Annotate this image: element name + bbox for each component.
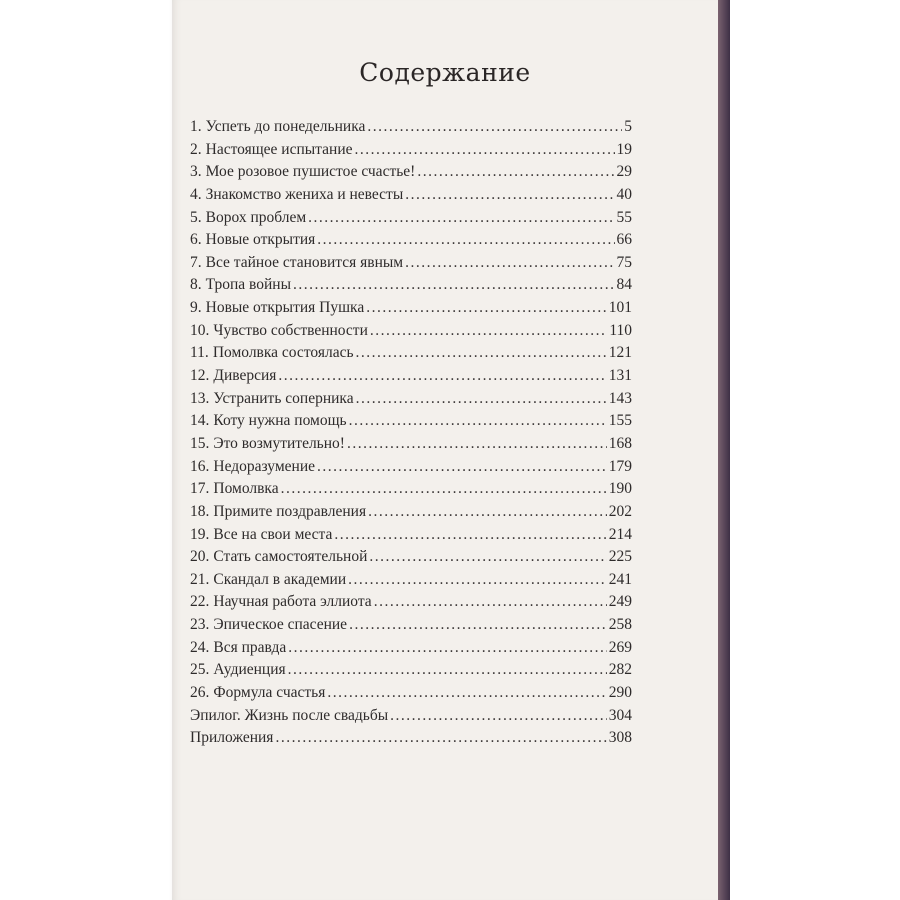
toc-entry-page-number: 143	[608, 389, 632, 407]
background-left	[0, 0, 180, 900]
toc-entry-title: Все на свои места	[213, 525, 333, 543]
toc-entry	[190, 548, 632, 571]
dot-leader	[347, 435, 607, 453]
toc-entry-number: 11.	[190, 344, 209, 362]
toc-entry	[190, 458, 632, 481]
book-cover-edge	[718, 0, 730, 900]
toc-entry-page-number: 5	[624, 118, 632, 135]
toc-entry-title: Чувство собственности	[213, 321, 368, 339]
dot-leader	[367, 118, 622, 136]
dot-leader	[355, 141, 615, 159]
dot-leader	[349, 616, 607, 634]
toc-entry	[190, 707, 632, 730]
toc-entry	[190, 503, 632, 526]
toc-entry-page-number: 155	[608, 412, 632, 430]
toc-entry-page-number: 84	[616, 276, 632, 294]
toc-entry-number: 20.	[190, 548, 210, 566]
toc-entry-number: 3.	[190, 163, 202, 181]
toc-entry-title: Аудиенция	[213, 661, 286, 679]
toc-entry-page-number: 269	[608, 638, 632, 656]
toc-entry	[190, 118, 632, 141]
toc-entry-number: 4.	[190, 185, 202, 203]
dot-leader	[288, 639, 607, 657]
toc-entry	[190, 684, 632, 707]
dot-leader	[317, 458, 607, 476]
toc-entry-title: Настоящее испытание	[205, 140, 353, 158]
toc-entry	[190, 344, 632, 367]
toc-entry-title: Новые открытия Пушка	[205, 299, 365, 317]
toc-entry-page-number: 29	[616, 163, 632, 181]
toc-entry	[190, 571, 632, 594]
dot-leader	[405, 186, 614, 204]
toc-entry-number: 13.	[190, 389, 210, 407]
dot-leader	[281, 480, 607, 498]
toc-entry-title: Стать самостоятельной	[213, 548, 368, 566]
toc-entry-number: 6.	[190, 231, 202, 249]
toc-entry-page-number: 258	[608, 616, 632, 634]
toc-entry-title: Ворох проблем	[205, 208, 307, 226]
toc-entry	[190, 367, 632, 390]
toc-entry	[190, 639, 632, 662]
toc-entry-number: 7.	[190, 253, 202, 271]
toc-entry-title: Мое розовое пушистое счастье!	[205, 163, 416, 181]
toc-entry-page-number: 214	[608, 525, 632, 543]
dot-leader	[293, 276, 614, 294]
background-right	[730, 0, 900, 900]
toc-entry	[190, 729, 632, 752]
toc-entry-number: 17.	[190, 480, 210, 498]
table-of-contents	[190, 118, 632, 752]
dot-leader	[374, 593, 607, 611]
toc-entry-page-number: 190	[608, 480, 632, 498]
toc-entry-page-number: 225	[608, 548, 632, 566]
toc-entry-title: Новые открытия	[205, 231, 316, 249]
dot-leader	[327, 684, 606, 702]
toc-entry-number: 15.	[190, 434, 210, 452]
toc-entry-title: Помолвка состоялась	[212, 344, 354, 362]
toc-entry-page-number: 179	[608, 457, 632, 475]
toc-entry-page-number: 110	[609, 321, 632, 339]
toc-entry-number: 5.	[190, 208, 202, 226]
toc-entry-number: 1.	[190, 118, 202, 135]
dot-leader	[356, 390, 607, 408]
dot-leader	[349, 412, 607, 430]
toc-entry-title: Помолвка	[213, 480, 279, 498]
toc-entry-number: 18.	[190, 502, 210, 520]
toc-entry	[190, 209, 632, 232]
dot-leader	[348, 571, 607, 589]
toc-entry-page-number: 168	[608, 434, 632, 452]
toc-entry	[190, 141, 632, 164]
toc-entry	[190, 480, 632, 503]
toc-entry-page-number: 290	[608, 684, 632, 702]
toc-entry-page-number: 131	[608, 367, 632, 385]
toc-entry	[190, 276, 632, 299]
toc-entry	[190, 593, 632, 616]
toc-entry-page-number: 101	[608, 299, 632, 317]
toc-entry-number: 10.	[190, 321, 210, 339]
toc-entry-title: Скандал в академии	[213, 570, 347, 588]
toc-entry-number: 26.	[190, 684, 210, 702]
toc-entry-title: Успеть до понедельника	[205, 118, 366, 135]
dot-leader	[370, 322, 607, 340]
dot-leader	[369, 548, 606, 566]
dot-leader	[278, 367, 606, 385]
toc-entry	[190, 390, 632, 413]
toc-entry-title: Все тайное становится явным	[205, 253, 404, 271]
toc-entry-page-number: 121	[608, 344, 632, 362]
toc-entry-page-number: 249	[608, 593, 632, 611]
toc-entry-page-number: 66	[616, 231, 632, 249]
toc-entry-title: Недоразумение	[213, 457, 316, 475]
toc-entry	[190, 435, 632, 458]
toc-entry	[190, 616, 632, 639]
toc-entry	[190, 163, 632, 186]
dot-leader	[417, 163, 614, 181]
toc-entry-title: Коту нужна помощь	[213, 412, 347, 430]
toc-entry	[190, 322, 632, 345]
toc-entry-number: 23.	[190, 616, 210, 634]
toc-entry-title: Тропа войны	[205, 276, 292, 294]
toc-entry-number: 24.	[190, 638, 210, 656]
toc-entry-number: 22.	[190, 593, 210, 611]
toc-entry	[190, 231, 632, 254]
toc-entry-title: Примите поздравления	[213, 502, 367, 520]
toc-entry-number: 21.	[190, 570, 210, 588]
toc-entry-page-number: 40	[616, 185, 632, 203]
toc-entry	[190, 299, 632, 322]
dot-leader	[390, 707, 607, 725]
toc-entry-page-number: 202	[608, 502, 632, 520]
toc-entry-title: Эпическое спасение	[213, 616, 348, 634]
toc-entry-page-number: 241	[608, 570, 632, 588]
toc-entry-number: 19.	[190, 525, 210, 543]
toc-entry-page-number: 304	[608, 706, 632, 724]
page-title: Содержание	[359, 58, 531, 87]
dot-leader	[308, 209, 614, 227]
toc-entry-page-number: 282	[608, 661, 632, 679]
toc-entry-page-number: 75	[616, 253, 632, 271]
toc-entry-number: 16.	[190, 457, 210, 475]
dot-leader	[334, 526, 606, 544]
toc-entry-number: 14.	[190, 412, 210, 430]
dot-leader	[288, 661, 607, 679]
toc-entry-title: Знакомство жениха и невесты	[205, 185, 404, 203]
toc-entry-number: 25.	[190, 661, 210, 679]
toc-entry-page-number: 19	[616, 140, 632, 158]
toc-entry-title: Научная работа эллиота	[213, 593, 372, 611]
toc-entry	[190, 186, 632, 209]
toc-entry-title: Диверсия	[213, 367, 277, 385]
dot-leader	[405, 254, 614, 272]
toc-entry-number: 9.	[190, 299, 202, 317]
toc-entry	[190, 526, 632, 549]
toc-entry-page-number: 308	[608, 729, 632, 747]
toc-entry-title: Эпилог. Жизнь после свадьбы	[190, 706, 389, 724]
toc-entry-page-number: 55	[616, 208, 632, 226]
toc-entry-title: Это возмутительно!	[213, 434, 345, 452]
dot-leader	[317, 231, 614, 249]
toc-entry	[190, 254, 632, 277]
toc-entry-number: 2.	[190, 140, 202, 158]
toc-entry-title: Формула счастья	[213, 684, 326, 702]
toc-entry-number: 8.	[190, 276, 202, 294]
toc-entry-title: Вся правда	[213, 638, 287, 656]
toc-entry-title: Приложения	[190, 729, 274, 747]
dot-leader	[356, 344, 607, 362]
toc-entry-title: Устранить соперника	[213, 389, 354, 407]
dot-leader	[368, 503, 607, 521]
toc-entry	[190, 412, 632, 435]
dot-leader	[366, 299, 607, 317]
toc-entry-number: 12.	[190, 367, 210, 385]
toc-entry	[190, 661, 632, 684]
dot-leader	[275, 729, 606, 747]
